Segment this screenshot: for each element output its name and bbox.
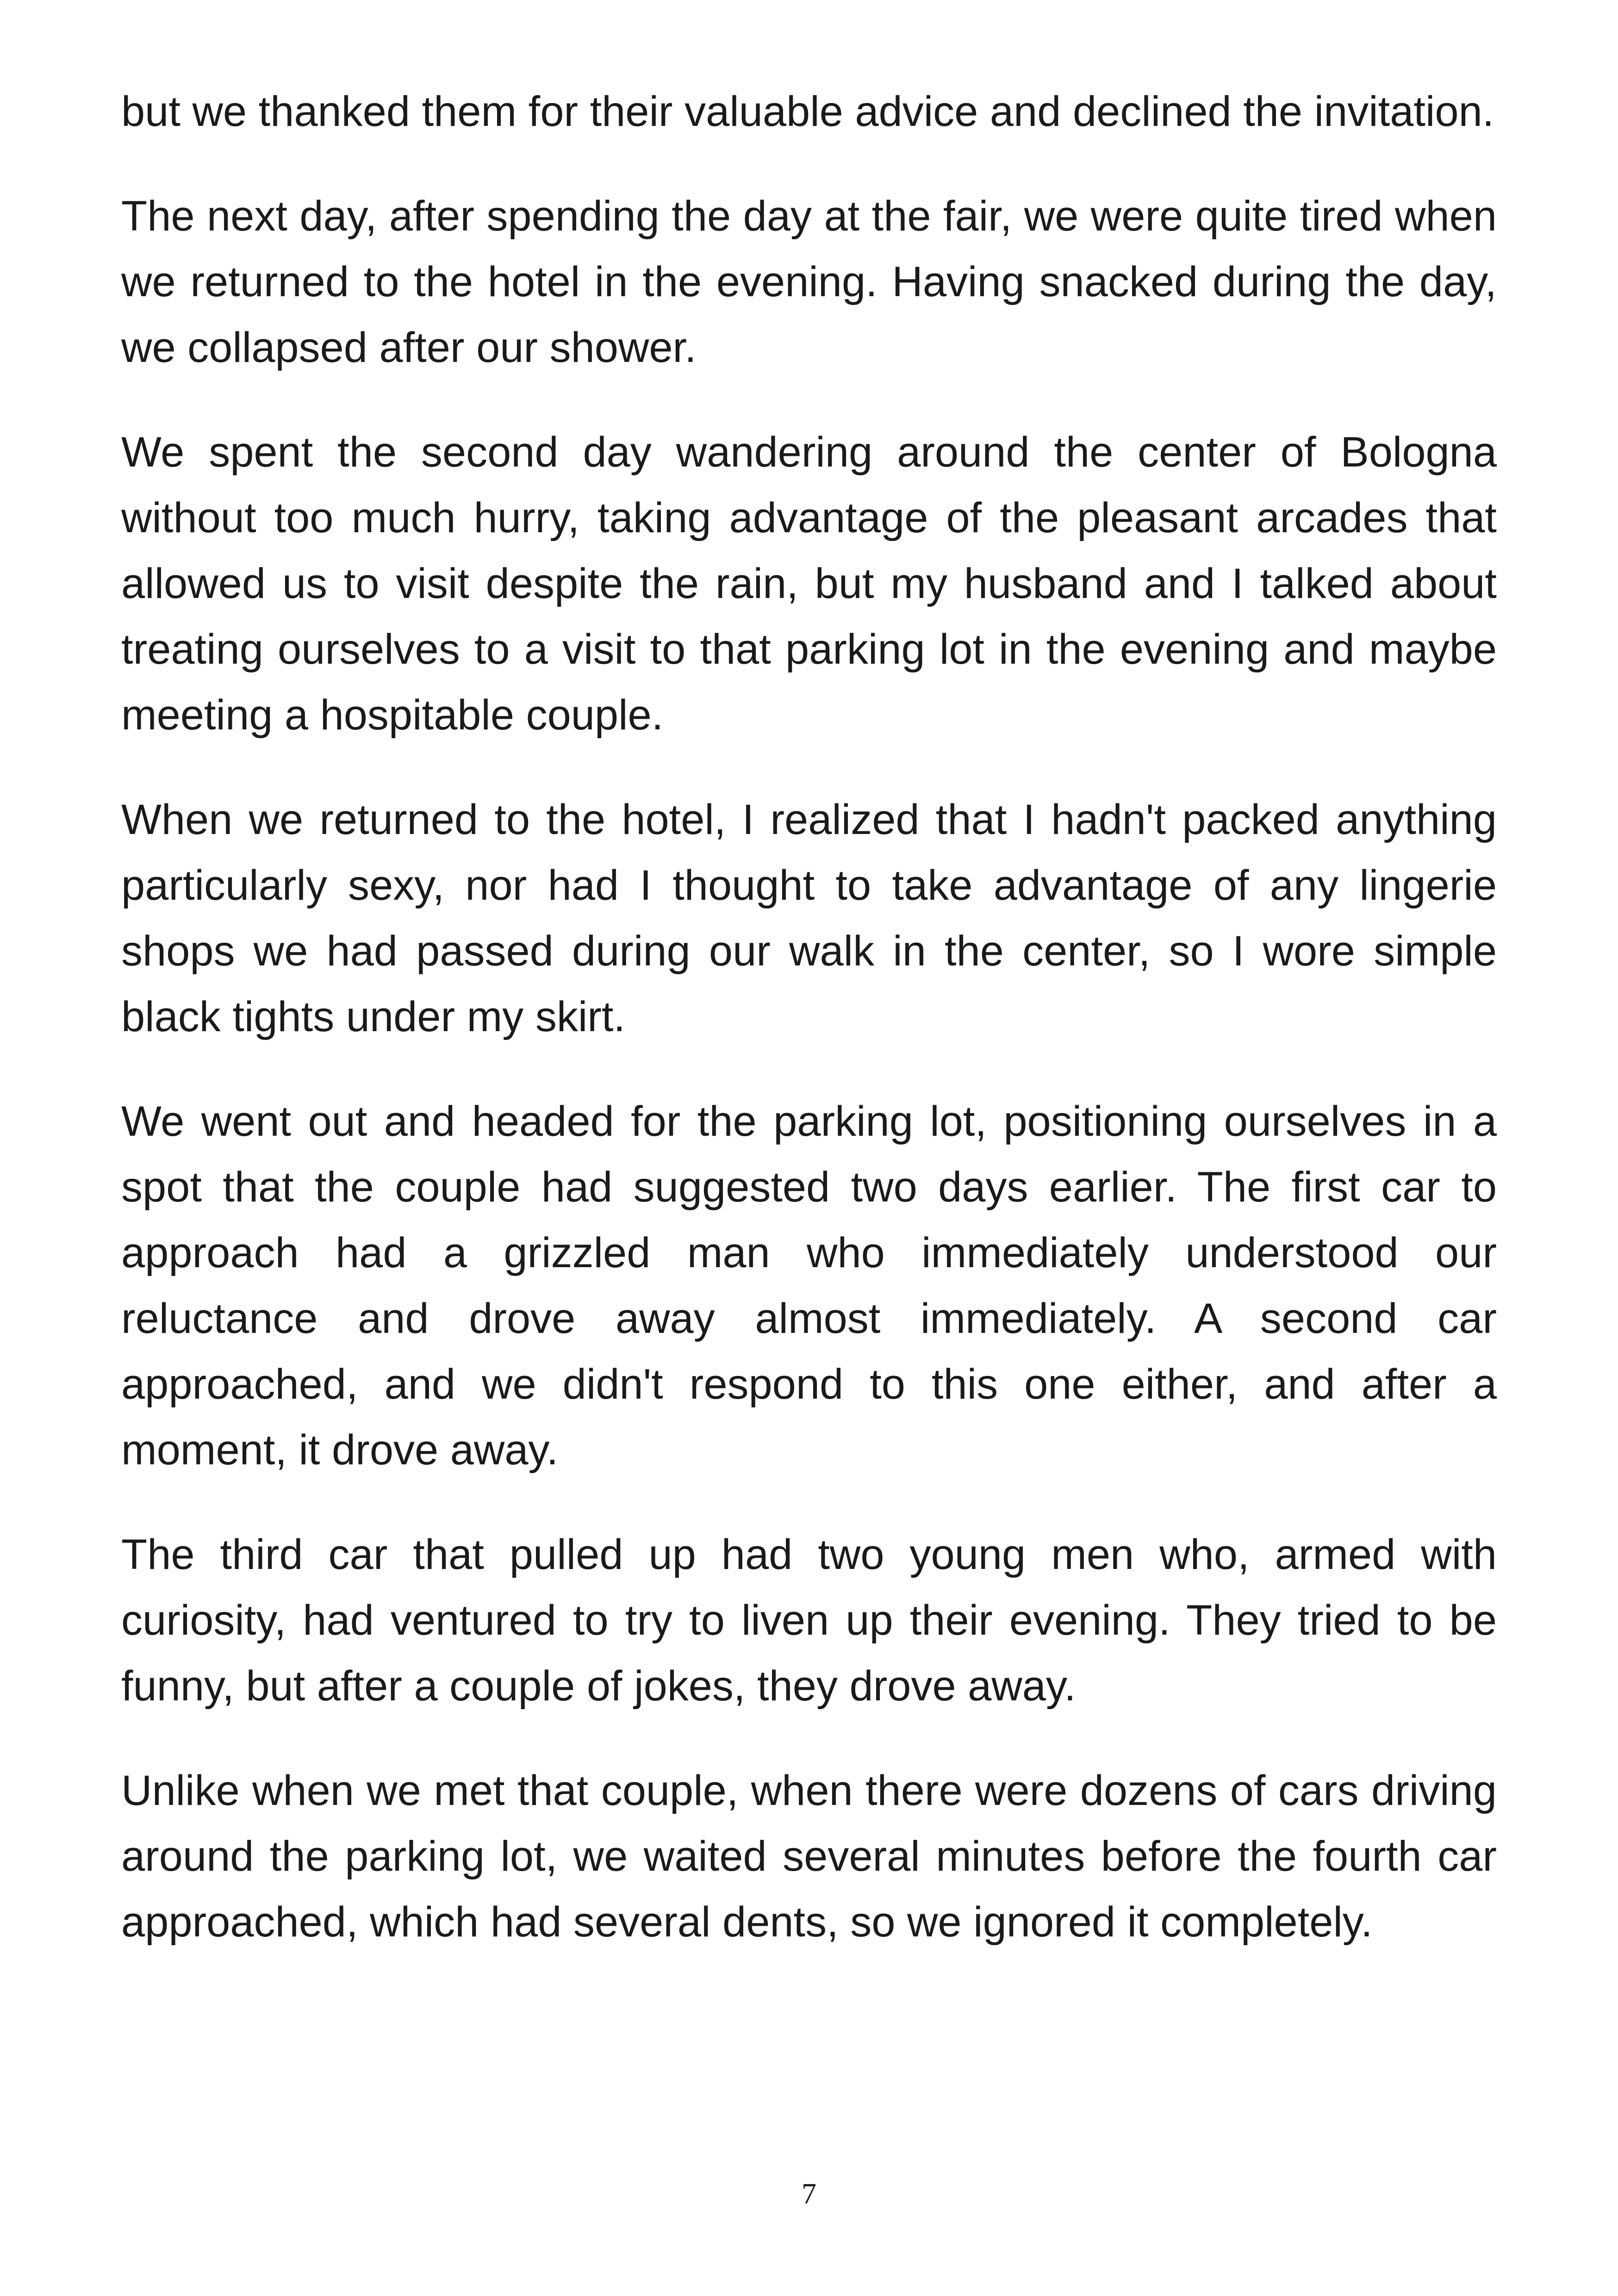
paragraph: When we returned to the hotel, I realized that I hadn't packed anything particularly sexy, nor had I thought to take advantage of any lingerie shops we had passed during our walk in the center, so I wore simple black tights under my skirt.: [121, 796, 1497, 1040]
paragraph: The next day, after spending the day at the fair, we were quite tired when we returned to the hotel in the evening. Having snacked during the day, we collapsed after our shower.: [121, 193, 1497, 371]
paragraph: Unlike when we met that couple, when there were dozens of cars driving around the parking lot, we waited several minutes before the fourth car approached, which had several dents, so we ignored it completely.: [121, 1767, 1497, 1946]
page-number: 7: [802, 2177, 816, 2210]
paragraph: We went out and headed for the parking lot, positioning ourselves in a spot that the couple had suggested two days earlier. The first car to approach had a grizzled man who immediately understood our reluctance and drove away almost immediately. A second car approached, and we didn't respond to this one either, and after a moment, it drove away.: [121, 1098, 1497, 1474]
paragraph: but we thanked them for their valuable advice and declined the invitation.: [121, 88, 1494, 135]
paragraph: The third car that pulled up had two young men who, armed with curiosity, had ventured to try to liven up their evening. They tried to be funny, but after a couple of jokes, they drove away.: [121, 1531, 1497, 1710]
body-text: [121, 79, 1497, 1994]
paragraph: We spent the second day wandering around the center of Bologna without too much hurry, taking advantage of the pleasant arcades that allowed us to visit despite the rain, but my husband and I talked about treating ourselves to a visit to that parking lot in the evening and maybe meeting a hospitable couple.: [121, 429, 1497, 739]
